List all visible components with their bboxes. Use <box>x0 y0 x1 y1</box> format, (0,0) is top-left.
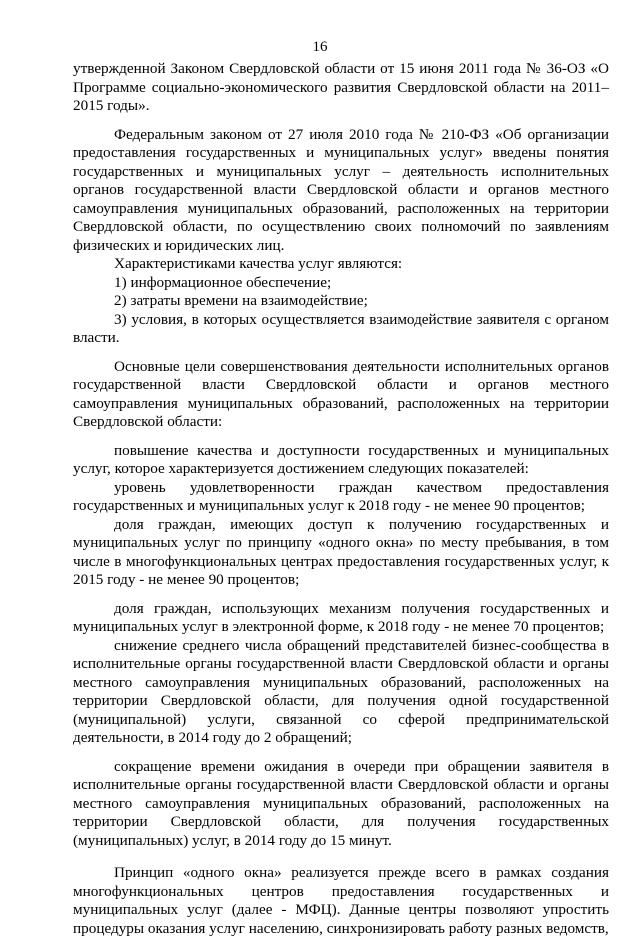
list-item: 2) затраты времени на взаимодействие; <box>114 292 368 309</box>
list-item: 1) информационное обеспечение; <box>114 273 332 291</box>
paragraph: уровень удовлетворенности граждан качеством предоставления государственных и муниципальных услуг к 2018 году - не менее 90 процентов; <box>73 478 609 514</box>
paragraph: утвержденной Законом Свердловской области от 15 июня 2011 года № 36-ОЗ «О Программе социально-экономического развития Свердловской области на 2011–2015 годы». <box>73 60 609 114</box>
paragraph: Характеристиками качества услуг являются: <box>114 255 403 272</box>
paragraph: Принцип «одного окна» реализуется прежде всего в рамках создания многофункциональных центров предоставления государственных и муниципальных услуг (далее - МФЦ). Данные центры позволяют упростить процедуры оказания услуг населению, синхронизировать работу разных ведомств, <box>73 864 609 937</box>
paragraph: Основные цели совершенствования деятельности исполнительных органов государственной власти Свердловской области и органов местного самоуправления муниципальных образований, расположенных на территории Свердловской области: <box>73 357 609 430</box>
page-number: 16 <box>312 39 328 55</box>
paragraph: сокращение времени ожидания в очереди при обращении заявителя в исполнительные органы государственной власти Свердловской области и органы местного самоуправления муниципальных образований, расположенных на территории Свердловской области, для получения государственных (муниципальных) услуг, в 2014 году до 15 минут. <box>73 757 609 849</box>
document-body <box>73 60 609 938</box>
paragraph: Федеральным законом от 27 июля 2010 года № 210-ФЗ «Об организации предоставления государственных и муниципальных услуг» введены понятия государственных и муниципальных услуг – деятельность исполнительных органов государственной власти Свердловской области и органов местного самоуправления муниципальных образований, расположенных на территории Свердловской области, по осуществлению своих полномочий по заявлениям физических и юридических лиц. <box>73 125 609 254</box>
paragraph: доля граждан, использующих механизм получения государственных и муниципальных услуг в электронной форме, к 2018 году - не менее 70 процентов; <box>73 599 609 635</box>
paragraph: снижение среднего числа обращений представителей бизнес-сообщества в исполнительные органы государственной власти Свердловской области и органы местного самоуправления муниципальных образований, расположенных на территории Свердловской области, для получения одной государственной (муниципальной) услуги, связанной со сферой предпринимательской деятельности, в 2014 году до 2 обращений; <box>73 636 609 746</box>
paragraph: повышение качества и доступности государственных и муниципальных услуг, которое характеризуется достижением следующих показателей: <box>73 441 609 477</box>
paragraph: доля граждан, имеющих доступ к получению государственных и муниципальных услуг по принципу «одного окна» по месту пребывания, в том числе в многофункциональных центрах предоставления государственных услуг, к 2015 году - не менее 90 процентов; <box>73 515 609 588</box>
list-item: 3) условия, в которых осуществляется взаимодействие заявителя с органом власти. <box>73 310 609 346</box>
